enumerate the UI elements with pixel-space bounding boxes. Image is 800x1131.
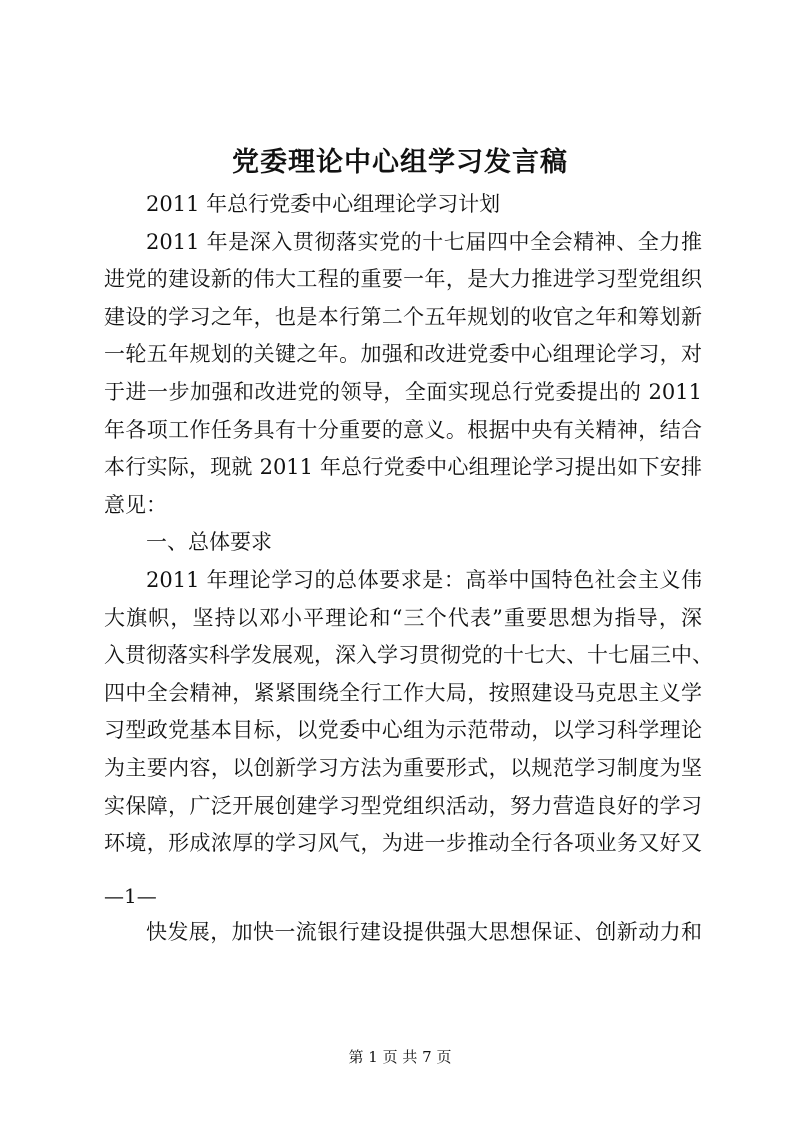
section-heading: 一、总体要求 bbox=[146, 530, 272, 555]
paragraph-line: 一轮五年规划的关键之年。加强和改进党委中心组理论学习，对 bbox=[104, 342, 702, 367]
paragraph-line: 2011 年理论学习的总体要求是：高举中国特色社会主义伟 bbox=[146, 567, 702, 592]
paragraph-line: 年各项工作任务具有十分重要的意义。根据中央有关精神，结合 bbox=[104, 417, 702, 442]
paragraph-line: 于进一步加强和改进党的领导，全面实现总行党委提出的 2011 bbox=[104, 379, 702, 404]
page-footer: 第 1 页 共 7 页 bbox=[348, 1048, 452, 1066]
paragraph-line: 意见： bbox=[104, 492, 167, 517]
continued-text bbox=[104, 914, 702, 952]
paragraph-line: 实保障，广泛开展创建学习型党组织活动，努力营造良好的学习 bbox=[104, 793, 702, 818]
paragraph-line: 入贯彻落实科学发展观，深入学习贯彻党的十七大、十七届三中、 bbox=[104, 643, 713, 668]
paragraph-line: 2011 年是深入贯彻落实党的十七届四中全会精神、全力推 bbox=[146, 229, 702, 254]
document-title: 党委理论中心组学习发言稿 bbox=[232, 147, 568, 178]
paragraph-line: 习型政党基本目标，以党委中心组为示范带动，以学习科学理论 bbox=[104, 718, 702, 743]
paragraph-line: 四中全会精神，紧紧围绕全行工作大局，按照建设马克思主义学 bbox=[104, 680, 702, 705]
paragraph-line: 建设的学习之年，也是本行第二个五年规划的收官之年和筹划新 bbox=[104, 304, 702, 329]
paragraph-line: 为主要内容，以创新学习方法为重要形式，以规范学习制度为坚 bbox=[104, 755, 702, 780]
paragraph-line: 本行实际，现就 2011 年总行党委中心组理论学习提出如下安排 bbox=[104, 455, 702, 480]
paragraph-line: 大旗帜，坚持以邓小平理论和“三个代表”重要思想为指导，深 bbox=[104, 605, 702, 630]
paragraph-line: 快发展，加快一流银行建设提供强大思想保证、创新动力和 bbox=[146, 920, 702, 944]
document-body bbox=[104, 186, 713, 863]
paragraph-line: 环境，形成浓厚的学习风气，为进一步推动全行各项业务又好又 bbox=[104, 831, 702, 856]
inline-page-marker: —1— bbox=[104, 884, 157, 908]
paragraph-line: 进党的建设新的伟大工程的重要一年，是大力推进学习型党组织 bbox=[104, 267, 702, 292]
plan-subtitle: 2011 年总行党委中心组理论学习计划 bbox=[146, 192, 501, 216]
